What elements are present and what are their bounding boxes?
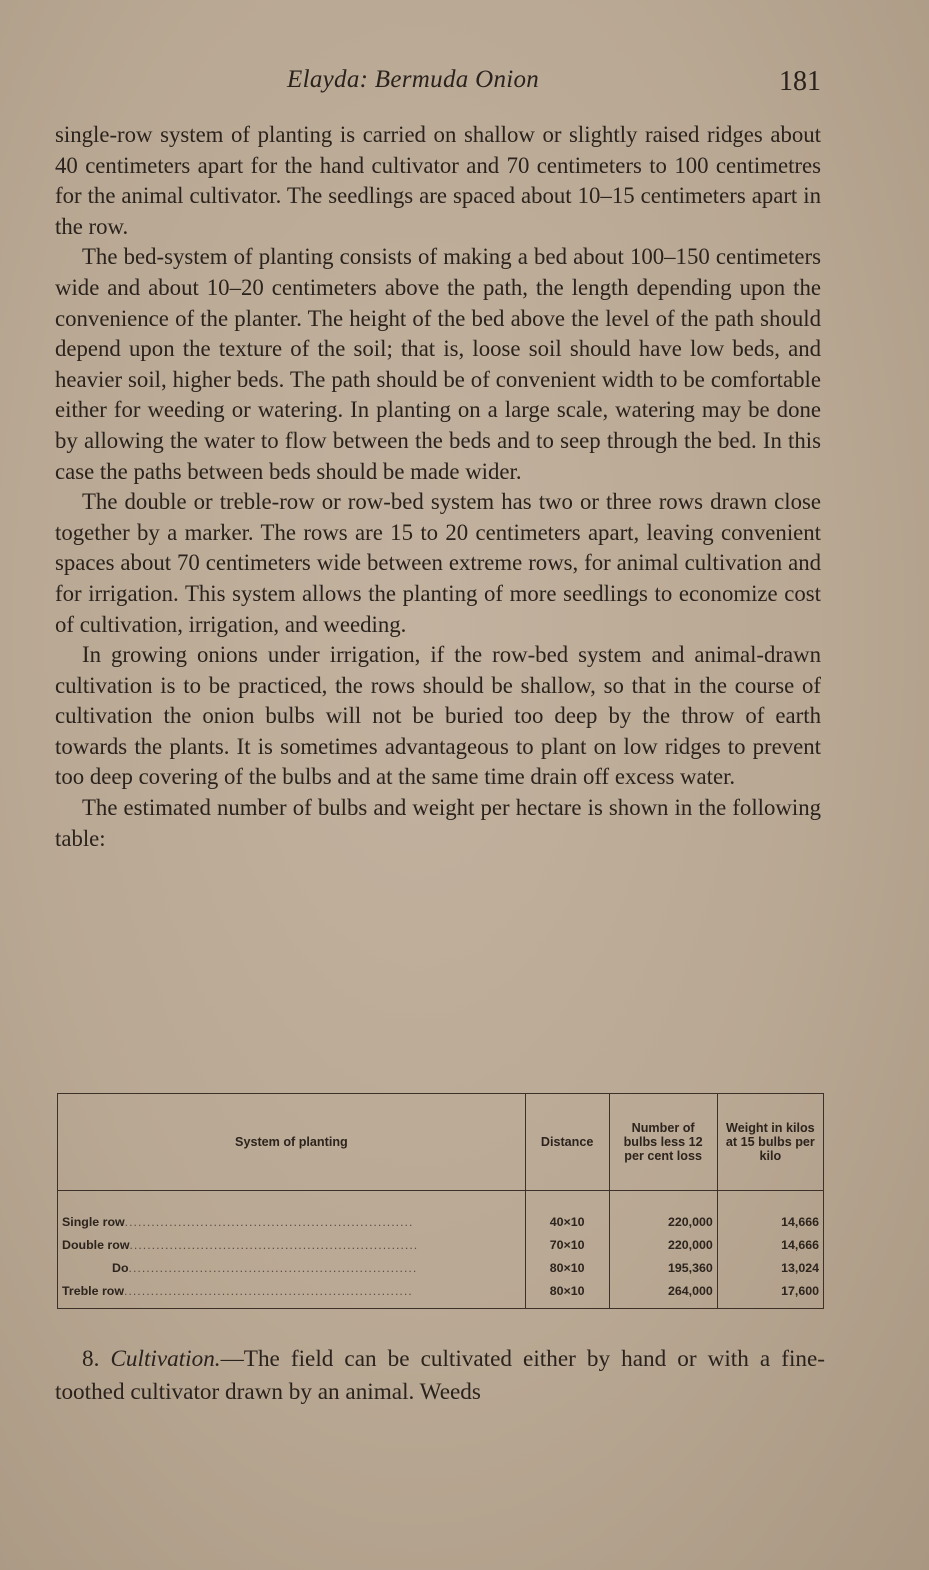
- header-bulbs: Number of bulbs less 12 per cent loss: [609, 1094, 717, 1191]
- row-bulbs: 195,360: [609, 1256, 717, 1279]
- paragraph-3: The double or treble-row or row-bed system has two or three rows drawn close together by a marker. The rows are 15 to 20 centimeters apart, leaving convenient spaces about 70 centimeters wide between extreme rows, for animal cultivation and for irrigation. This system allows the planting of more seedlings to economize cost of cultivation, irrigation, and weeding.: [55, 489, 821, 637]
- body-text: [55, 120, 821, 854]
- table-row: [58, 1233, 824, 1256]
- row-system: Single row: [62, 1214, 125, 1229]
- section-heading: Cultivation.: [110, 1346, 221, 1372]
- section-text: —The field can be cultivated either by hand or with a fine-toothed cultivator drawn by an animal. Weeds: [55, 1346, 825, 1405]
- running-head: [55, 60, 825, 100]
- running-title: Elayda: Bermuda Onion: [287, 66, 540, 93]
- table-row: [58, 1210, 824, 1233]
- table-row: [58, 1256, 824, 1279]
- dot-leader: .................................................................: [128, 1260, 418, 1275]
- row-system: Treble row: [62, 1283, 124, 1298]
- table-header-row: [58, 1094, 824, 1191]
- planting-table-wrap: [57, 1093, 824, 1319]
- planting-table: [57, 1093, 824, 1309]
- paragraph-1: single-row system of planting is carried on shallow or slightly raised ridges about 40 centimeters apart for the hand cultivator and 70 centimeters to 100 centimetres for the animal cultivator. The seedlings are spaced about 10–15 centimeters apart in the row.: [55, 122, 821, 239]
- row-weight: 13,024: [717, 1256, 823, 1279]
- row-weight: 14,666: [717, 1210, 823, 1233]
- paragraph-2: The bed-system of planting consists of making a bed about 100–150 centimeters wide and about 10–20 centimeters above the path, the length depending upon the convenience of the planter. The height of the bed above the level of the path should depend upon the texture of the soil; that is, loose soil should have low beds, and heavier soil, higher beds. The path should be of convenient width to be comfortable either for weeding or watering. In planting on a large scale, watering may be done by allowing the water to flow between the beds and to seep through the bed. In this case the paths between beds should be made wider.: [55, 244, 821, 484]
- dot-leader: .................................................................: [123, 1283, 413, 1298]
- row-system: Double row: [62, 1237, 130, 1252]
- row-bulbs: 220,000: [609, 1233, 717, 1256]
- cultivation-paragraph: [55, 1343, 825, 1409]
- header-system: System of planting: [58, 1094, 526, 1191]
- page-number: 181: [779, 66, 821, 97]
- row-distance: 80×10: [525, 1256, 609, 1279]
- paragraph-5: The estimated number of bulbs and weight per hectare is shown in the following table:: [55, 795, 821, 851]
- header-distance: Distance: [525, 1094, 609, 1191]
- row-distance: 40×10: [525, 1210, 609, 1233]
- row-distance: 70×10: [525, 1233, 609, 1256]
- dot-leader: .................................................................: [129, 1237, 419, 1252]
- row-bulbs: 220,000: [609, 1210, 717, 1233]
- header-weight: Weight in kilos at 15 bulbs per kilo: [717, 1094, 823, 1191]
- row-bulbs: 264,000: [609, 1279, 717, 1309]
- section-number: 8.: [82, 1346, 100, 1372]
- row-system: Do: [112, 1260, 129, 1275]
- row-distance: 80×10: [525, 1279, 609, 1309]
- row-weight: 14,666: [717, 1233, 823, 1256]
- cultivation-section: [55, 1343, 825, 1409]
- dot-leader: .................................................................: [124, 1214, 414, 1229]
- row-weight: 17,600: [717, 1279, 823, 1309]
- table-spacer-row: [58, 1191, 824, 1211]
- table-row: [58, 1279, 824, 1309]
- paragraph-4: In growing onions under irrigation, if the row-bed system and animal-drawn cultivation is to be practiced, the rows should be shallow, so that in the course of cultivation the onion bulbs will not be buried too deep by the throw of earth towards the plants. It is sometimes advantageous to plant on low ridges to prevent too deep covering of the bulbs and at the same time drain off excess water.: [55, 642, 821, 790]
